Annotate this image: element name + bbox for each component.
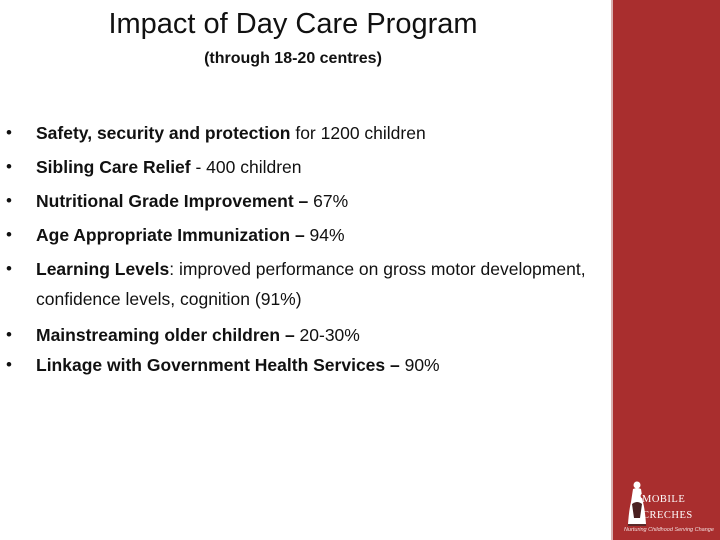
bullet-text: - 400 children [190, 157, 302, 177]
bullet-text: 94% [304, 225, 345, 245]
bullet-text: 20-30% [294, 325, 360, 345]
bullet-item [6, 152, 596, 182]
bullet-bold-text: Learning Levels [36, 259, 170, 279]
brand-sidebar [613, 0, 720, 540]
bullet-item [6, 320, 596, 350]
bullet-item [6, 220, 596, 250]
logo-text-line2: CRECHES [642, 510, 693, 521]
bullet-bold-text: Mainstreaming older children – [36, 325, 295, 345]
bullet-text: 67% [308, 191, 349, 211]
bullet-bold-text: Safety, security and protection [36, 123, 291, 143]
bullet-bold-text: Age Appropriate Immunization – [36, 225, 305, 245]
mobile-creches-logo [622, 478, 720, 538]
bullet-bold-text: Nutritional Grade Improvement – [36, 191, 309, 211]
bullet-text: for 1200 children [290, 123, 426, 143]
bullet-bold-text: Linkage with Government Health Services – [36, 355, 400, 375]
bullet-text: 90% [399, 355, 440, 375]
bullet-text: : improved performance on gross motor development, confidence levels, cognition (91%) [36, 259, 586, 309]
bullet-item [6, 186, 596, 216]
slide-title: Impact of Day Care Program [108, 8, 478, 40]
logo-tagline: Nurturing Childhood Serving Change [624, 527, 714, 533]
bullet-item [6, 350, 596, 380]
bullet-bold-text: Sibling Care Relief [36, 157, 191, 177]
bullet-list [6, 118, 596, 380]
bullet-item [6, 118, 596, 148]
slide-subtitle: (through 18-20 centres) [204, 50, 382, 67]
bullet-item [6, 254, 596, 314]
logo-text-line1: MOBILE [642, 494, 686, 505]
